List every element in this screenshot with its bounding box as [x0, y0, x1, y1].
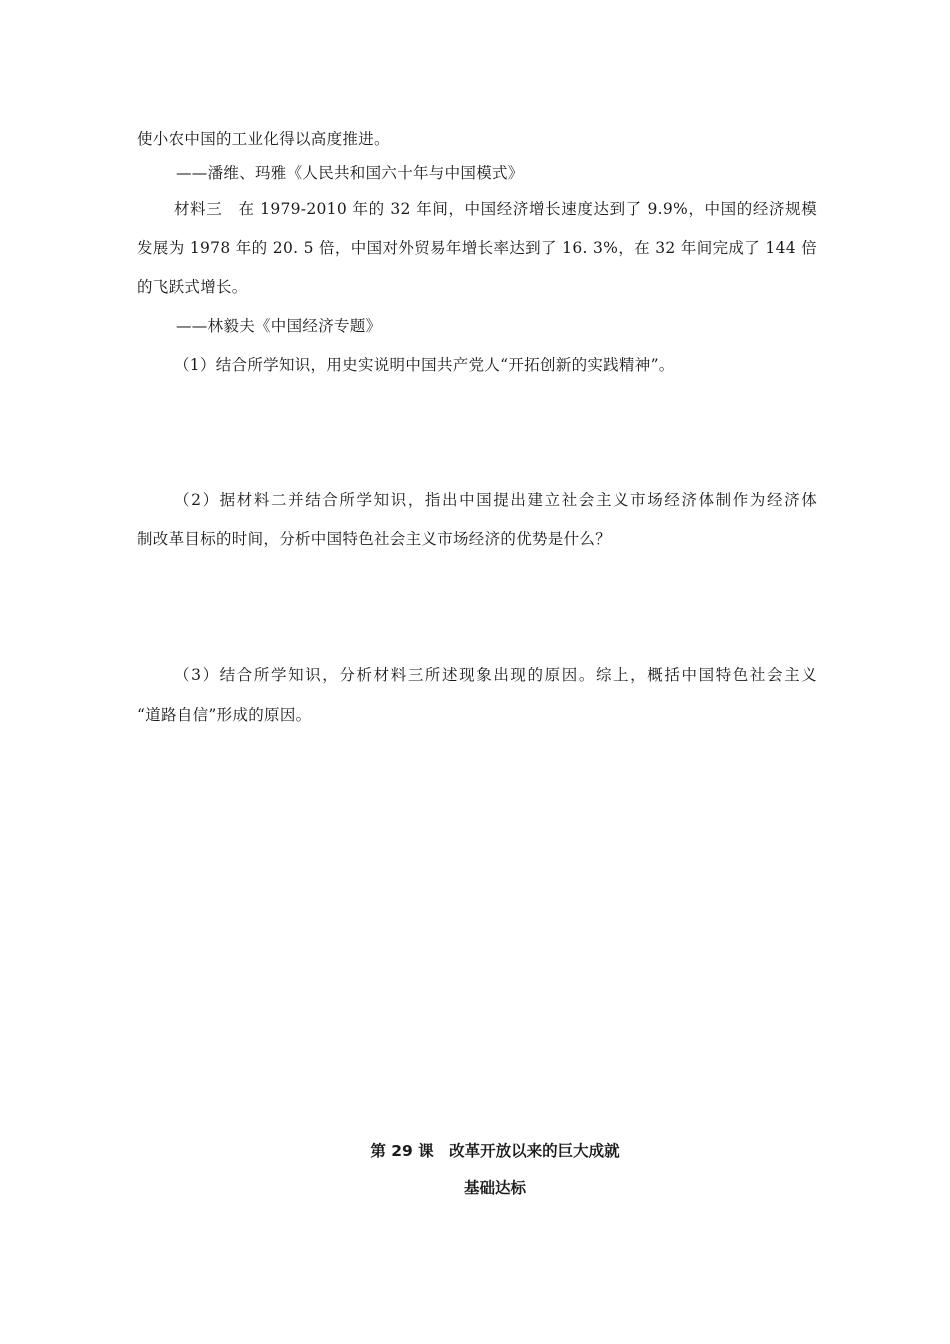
lesson-title: 第 29 课 改革开放以来的巨大成就	[370, 1142, 620, 1160]
question-3: （3）结合所学知识，分析材料三所述现象出现的原因。综上，概括中国特色社会主义	[174, 666, 817, 684]
section-title: 基础达标	[463, 1179, 526, 1197]
paragraph-line: 使小农中国的工业化得以高度推进。	[137, 130, 390, 148]
source-citation: ——潘维、玛雅《人民共和国六十年与中国模式》	[176, 164, 524, 182]
paragraph-line: 材料三 在 1979-2010 年的 32 年间，中国经济增长速度达到了 9.9%，中国的经济规模	[174, 200, 817, 218]
paragraph-line: 的飞跃式增长。	[137, 278, 248, 296]
source-citation: ——林毅夫《中国经济专题》	[176, 317, 382, 335]
question-2-continued: 制改革目标的时间，分析中国特色社会主义市场经济的优势是什么？	[137, 530, 612, 548]
paragraph-line: 发展为 1978 年的 20. 5 倍，中国对外贸易年增长率达到了 16. 3%，在 32 年间完成了 144 倍	[137, 239, 817, 257]
question-3-continued: “道路自信”形成的原因。	[137, 706, 312, 724]
question-1: （1）结合所学知识，用史实说明中国共产党人“开拓创新的实践精神”。	[174, 356, 675, 374]
question-2: （2）据材料二并结合所学知识，指出中国提出建立社会主义市场经济体制作为经济体	[174, 491, 817, 509]
